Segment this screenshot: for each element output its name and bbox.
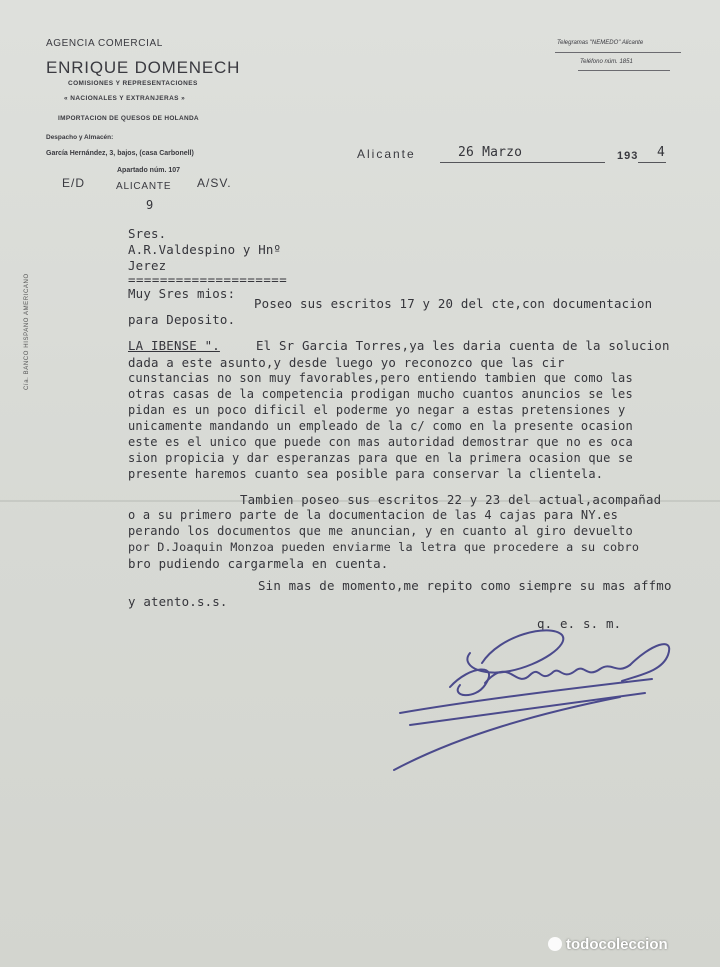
letterhead-phone: Teléfono núm. 1851 <box>580 59 633 65</box>
recipient-rule: ==================== <box>128 272 288 287</box>
date-year-prefix: 193 <box>617 150 639 162</box>
body-line-6: otras casas de la competencia prodigan mucho cuantos anuncios se les <box>128 387 633 401</box>
body-line-7: pidan es un poco dificil el poderme yo negar a estas pretensiones y <box>128 403 626 417</box>
side-bank-imprint: Cía. BANCO HISPANO AMERICANO <box>24 273 30 390</box>
body-line-12: Tambien poseo sus escritos 22 y 23 del actual,acompañad <box>240 492 662 507</box>
body-line-3: El Sr Garcia Torres,ya les daria cuenta de la solucion <box>256 338 670 353</box>
letterhead-city: ALICANTE <box>116 181 172 192</box>
closing-qesm: q. e. s. m. <box>537 616 622 631</box>
ref-ed: E/D <box>62 176 86 190</box>
watermark-icon <box>548 937 562 951</box>
letterhead-dispatch: Despacho y Almacén: <box>46 134 114 141</box>
letterhead-po-box: Apartado núm. 107 <box>117 167 181 174</box>
subject-heading: LA IBENSE ". <box>128 338 220 353</box>
date-underline <box>440 162 605 163</box>
telegrams-underline <box>555 52 681 53</box>
body-line-10: sion propicia y dar esperanzas para que en la primera ocasion que se <box>128 451 633 465</box>
body-line-16: bro pudiendo cargarmela en cuenta. <box>128 556 389 571</box>
letterhead-line2: « NACIONALES Y EXTRANJERAS » <box>64 95 186 102</box>
recipient-name: A.R.Valdespino y Hnº <box>128 242 282 257</box>
letterhead-telegrams: Telegramas "NEMEDO" Alicante <box>557 40 644 46</box>
date-year-digit: 4 <box>657 145 666 160</box>
ref-as: A/SV. <box>197 176 232 190</box>
watermark-logo: todocoleccion <box>548 936 668 956</box>
body-line-2: para Deposito. <box>128 312 236 327</box>
body-line-8: unicamente mandando un empleado de la c/ como en la presente ocasion <box>128 419 633 433</box>
letterhead-address: García Hernández, 3, bajos, (casa Carbonell) <box>46 150 194 157</box>
letterhead-name: ENRIQUE DOMENECH <box>46 58 241 77</box>
handwritten-signature <box>390 605 690 775</box>
body-line-14: perando los documentos que me anuncian, y en cuanto al giro devuelto <box>128 524 633 538</box>
body-line-1: Poseo sus escritos 17 y 20 del cte,con documentacion <box>254 296 653 311</box>
closing-line-1: Sin mas de momento,me repito como siempre su mas affmo <box>258 578 672 593</box>
body-line-5: cunstancias no son muy favorables,pero entiendo tambien que como las <box>128 371 633 385</box>
letterhead-line3: IMPORTACION DE QUESOS DE HOLANDA <box>58 115 199 122</box>
letterhead-line1: COMISIONES Y REPRESENTACIONES <box>68 80 198 87</box>
ref-mark: 9 <box>146 198 154 212</box>
recipient-city: Jerez <box>128 258 167 273</box>
body-line-13: o a su primero parte de la documentacion de las 4 cajas para NY.es <box>128 508 619 522</box>
closing-line-2: y atento.s.s. <box>128 594 228 609</box>
phone-underline <box>578 70 670 71</box>
date-place: Alicante <box>357 147 416 161</box>
year-underline <box>638 162 666 163</box>
letterhead-agency: AGENCIA COMERCIAL <box>46 38 163 49</box>
body-line-4: dada a este asunto,y desde luego yo reconozco que las cir <box>128 355 565 370</box>
date-day-month: 26 Marzo <box>458 145 523 160</box>
body-line-15: por D.Joaquin Monzoa pueden enviarme la letra que procedere a su cobro <box>128 540 640 554</box>
body-line-11: presente haremos cuanto sea posible para conservar la clientela. <box>128 467 604 481</box>
greeting: Muy Sres mios: <box>128 286 236 301</box>
recipient-salutation: Sres. <box>128 226 167 241</box>
body-line-9: este es el unico que puede con mas autoridad demostrar que no es oca <box>128 435 633 449</box>
